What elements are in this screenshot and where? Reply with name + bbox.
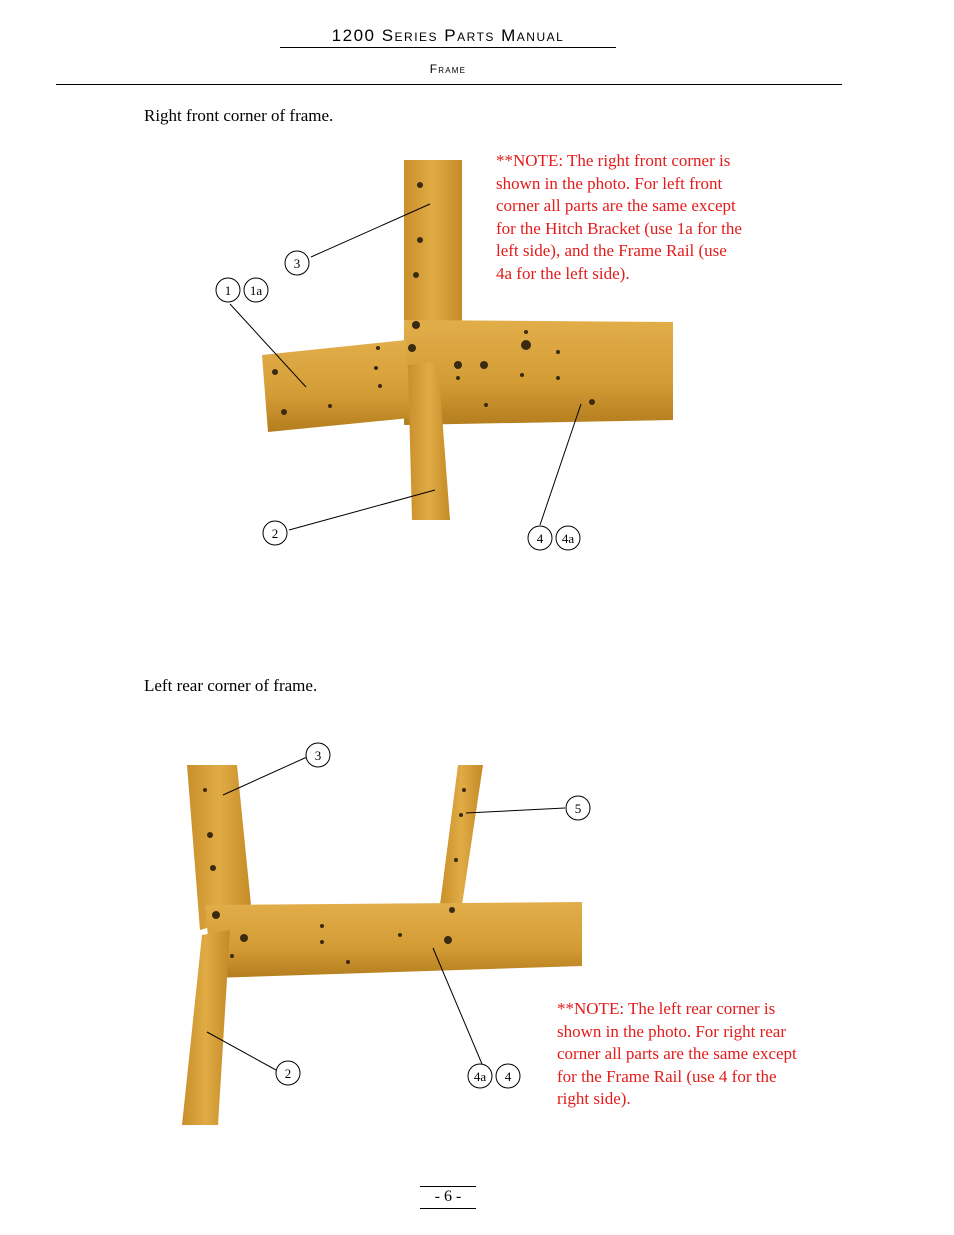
callout-4: 4 bbox=[536, 531, 544, 546]
frame-brace-rear bbox=[182, 930, 230, 1125]
hitch-bracket bbox=[262, 340, 410, 432]
callout-3: 3 bbox=[293, 256, 301, 271]
callout-1: 1 bbox=[224, 283, 232, 298]
figure1-note: **NOTE: The right front corner is shown in the photo. For left front corner all parts are the same except for the Hitch Bracket (use 1a for the left side), and the Frame Rail (use 4a for the left side). bbox=[496, 151, 742, 283]
figure1-caption: Right front corner of frame. bbox=[144, 106, 334, 125]
callout-4a: 4a bbox=[561, 531, 575, 546]
callout-2-rear: 2 bbox=[284, 1066, 292, 1081]
callout-4-rear: 4 bbox=[504, 1069, 512, 1084]
callout-5: 5 bbox=[574, 801, 582, 816]
callout-2: 2 bbox=[271, 526, 279, 541]
frame-post bbox=[404, 160, 462, 330]
figure2-caption: Left rear corner of frame. bbox=[144, 676, 318, 695]
page-number: - 6 - bbox=[420, 1186, 476, 1209]
callout-1a: 1a bbox=[249, 283, 263, 298]
section-title: Frame bbox=[429, 62, 467, 76]
manual-title: 1200 Series Parts Manual bbox=[280, 26, 616, 48]
callout-4a-rear: 4a bbox=[473, 1069, 487, 1084]
frame-rail-rear bbox=[205, 902, 582, 978]
frame-rail bbox=[404, 320, 673, 425]
callout-3-rear: 3 bbox=[314, 748, 322, 763]
figure2-note: **NOTE: The left rear corner is shown in the photo. For right rear corner all parts are the same except for the Frame Rail (use 4 for the right side). bbox=[557, 999, 797, 1109]
frame-post-right bbox=[440, 765, 483, 905]
